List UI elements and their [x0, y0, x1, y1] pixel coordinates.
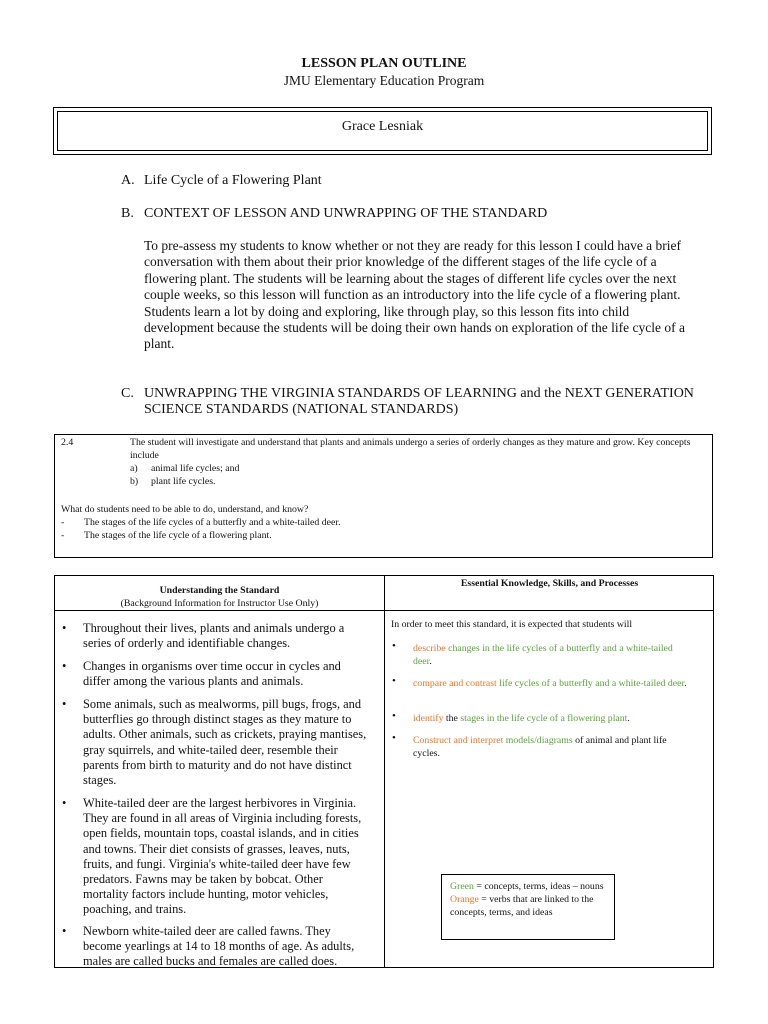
program-subtitle: JMU Elementary Education Program	[283, 73, 485, 88]
legend-orange-word: Orange	[450, 894, 479, 905]
verb-text: identify	[413, 713, 444, 724]
section-c-label: C.	[121, 386, 134, 401]
bullet-icon: •	[392, 640, 396, 652]
color-legend	[441, 874, 615, 940]
bullet-text: Throughout their lives, plants and animals undergo a series of orderly and identifiable changes.	[83, 621, 345, 651]
context-paragraph: To pre-assess my students to know whether or not they are ready for this lesson I could have a brief conversation with them about their prior knowledge of the different stages of the life cycle of a flowering plant. The students will be learning about the stages of different life cycles over the next couple weeks, so this lesson will function as an introductory into the life cycle of a flowering plant. Students learn a lot by doing and exploring, like through play, so this lesson fits into child development because the students will be doing their own hands on exploration of the life cycle of a plant.	[144, 238, 685, 352]
expectation-intro: In order to meet this standard, it is expected that students will	[391, 619, 633, 630]
standard-item-text: animal life cycles; and	[151, 463, 240, 474]
section-b-label: B.	[121, 206, 134, 221]
concept-text: changes in the life cycles of a butterfly and a white-tailed deer	[413, 643, 673, 667]
author-name: Grace Lesniak	[57, 111, 708, 151]
point-text: The stages of the life cycle of a flowering plant.	[84, 530, 272, 541]
understanding-subheading: (Background Information for Instructor Use Only)	[120, 597, 319, 609]
concept-text: models/diagrams	[505, 735, 573, 746]
section-c-line2: SCIENCE STANDARDS (NATIONAL STANDARDS)	[144, 402, 459, 417]
point-text: The stages of the life cycles of a butterfly and a white-tailed deer.	[84, 517, 341, 528]
standard-question: What do students need to be able to do, understand, and know?	[61, 504, 309, 515]
bullet-icon: •	[62, 924, 67, 938]
standard-item-text: plant life cycles.	[151, 476, 216, 487]
standard-item-label: a)	[130, 463, 138, 474]
bullet-icon: •	[62, 796, 67, 810]
standard-item	[130, 475, 215, 488]
right-column-header: Essential Knowledge, Skills, and Processes	[460, 578, 639, 589]
bullet-icon: •	[392, 710, 396, 722]
tail-text: of animal and plant life cycles.	[413, 735, 667, 759]
bullet-icon: •	[62, 621, 67, 635]
plain-text: the	[443, 713, 461, 724]
legend-orange	[450, 893, 606, 919]
point-dash: -	[61, 517, 65, 528]
tail-text: .	[627, 713, 630, 724]
understanding-heading: Understanding the Standard	[159, 585, 280, 596]
standard-point	[61, 529, 272, 542]
concept-text: life cycles of a butterfly and a white-tailed deer	[499, 678, 685, 689]
verb-text: Construct and interpret	[413, 735, 504, 746]
page-title: LESSON PLAN OUTLINE	[301, 56, 467, 71]
header-divider	[55, 610, 713, 611]
standards-table	[54, 575, 714, 968]
legend-green	[450, 880, 606, 893]
tail-text: .	[429, 656, 432, 667]
bullet-text: Some animals, such as mealworms, pill bugs, frogs, and butterflies go through distinct stages as they mature to adults. Other animals, such as crickets, praying mantises, gray squirrels, and white-tailed deer, resemble their parents from birth to maturity and do not have distinct stages.	[83, 697, 367, 788]
bullet-text: Changes in organisms over time occur in cycles and differ among the various plants and animals.	[83, 659, 341, 689]
tail-text: .	[684, 678, 687, 689]
section-a-label: A.	[121, 173, 135, 188]
section-c	[121, 386, 694, 402]
legend-green-word: Green	[450, 881, 474, 892]
left-column-header	[55, 585, 384, 610]
legend-green-text: = concepts, terms, ideas – nouns	[473, 881, 604, 892]
section-b	[121, 206, 547, 222]
bullet-text: White-tailed deer are the largest herbivores in Virginia. They are found in all areas of Virginia including forests, open fields, mountain tops, coastal islands, and in cities and towns. Their diet consists of grasses, leaves, nuts, fruits, and fungi. Virginia's white-tailed deer have few predators. Fawns may be taken by bobcat. Other mortality factors include hunting, motor vehicles, poaching, and trains.	[83, 796, 362, 917]
standard-text: The student will investigate and understand that plants and animals undergo a series of orderly changes as they mature and grow. Key concepts include	[130, 437, 691, 462]
bullet-icon: •	[392, 675, 396, 687]
bullet-icon: •	[392, 732, 396, 744]
standard-item	[130, 462, 239, 475]
section-c-line1: UNWRAPPING THE VIRGINIA STANDARDS OF LEARNING and the NEXT GENERATION	[144, 386, 694, 401]
standard-number: 2.4	[61, 437, 74, 448]
verb-text: describe	[413, 643, 446, 654]
standard-point	[61, 516, 341, 529]
point-dash: -	[61, 530, 65, 541]
standard-box	[54, 434, 713, 558]
section-b-text: CONTEXT OF LESSON AND UNWRAPPING OF THE STANDARD	[144, 206, 548, 221]
bullet-text: Newborn white-tailed deer are called fawns. They become yearlings at 14 to 18 months of age. As adults, males are called bucks and females are called does.	[83, 924, 355, 969]
standard-item-label: b)	[130, 476, 139, 487]
concept-text: stages in the life cycle of a flowering plant	[460, 713, 628, 724]
bullet-icon: •	[62, 697, 67, 711]
verb-text: compare and contrast	[413, 678, 497, 689]
section-a	[121, 173, 322, 189]
column-divider	[384, 576, 385, 967]
author-box	[53, 107, 712, 155]
bullet-icon: •	[62, 659, 67, 673]
section-a-text: Life Cycle of a Flowering Plant	[144, 173, 322, 188]
legend-orange-text: = verbs that are linked to the concepts, terms, and ideas	[450, 894, 594, 918]
